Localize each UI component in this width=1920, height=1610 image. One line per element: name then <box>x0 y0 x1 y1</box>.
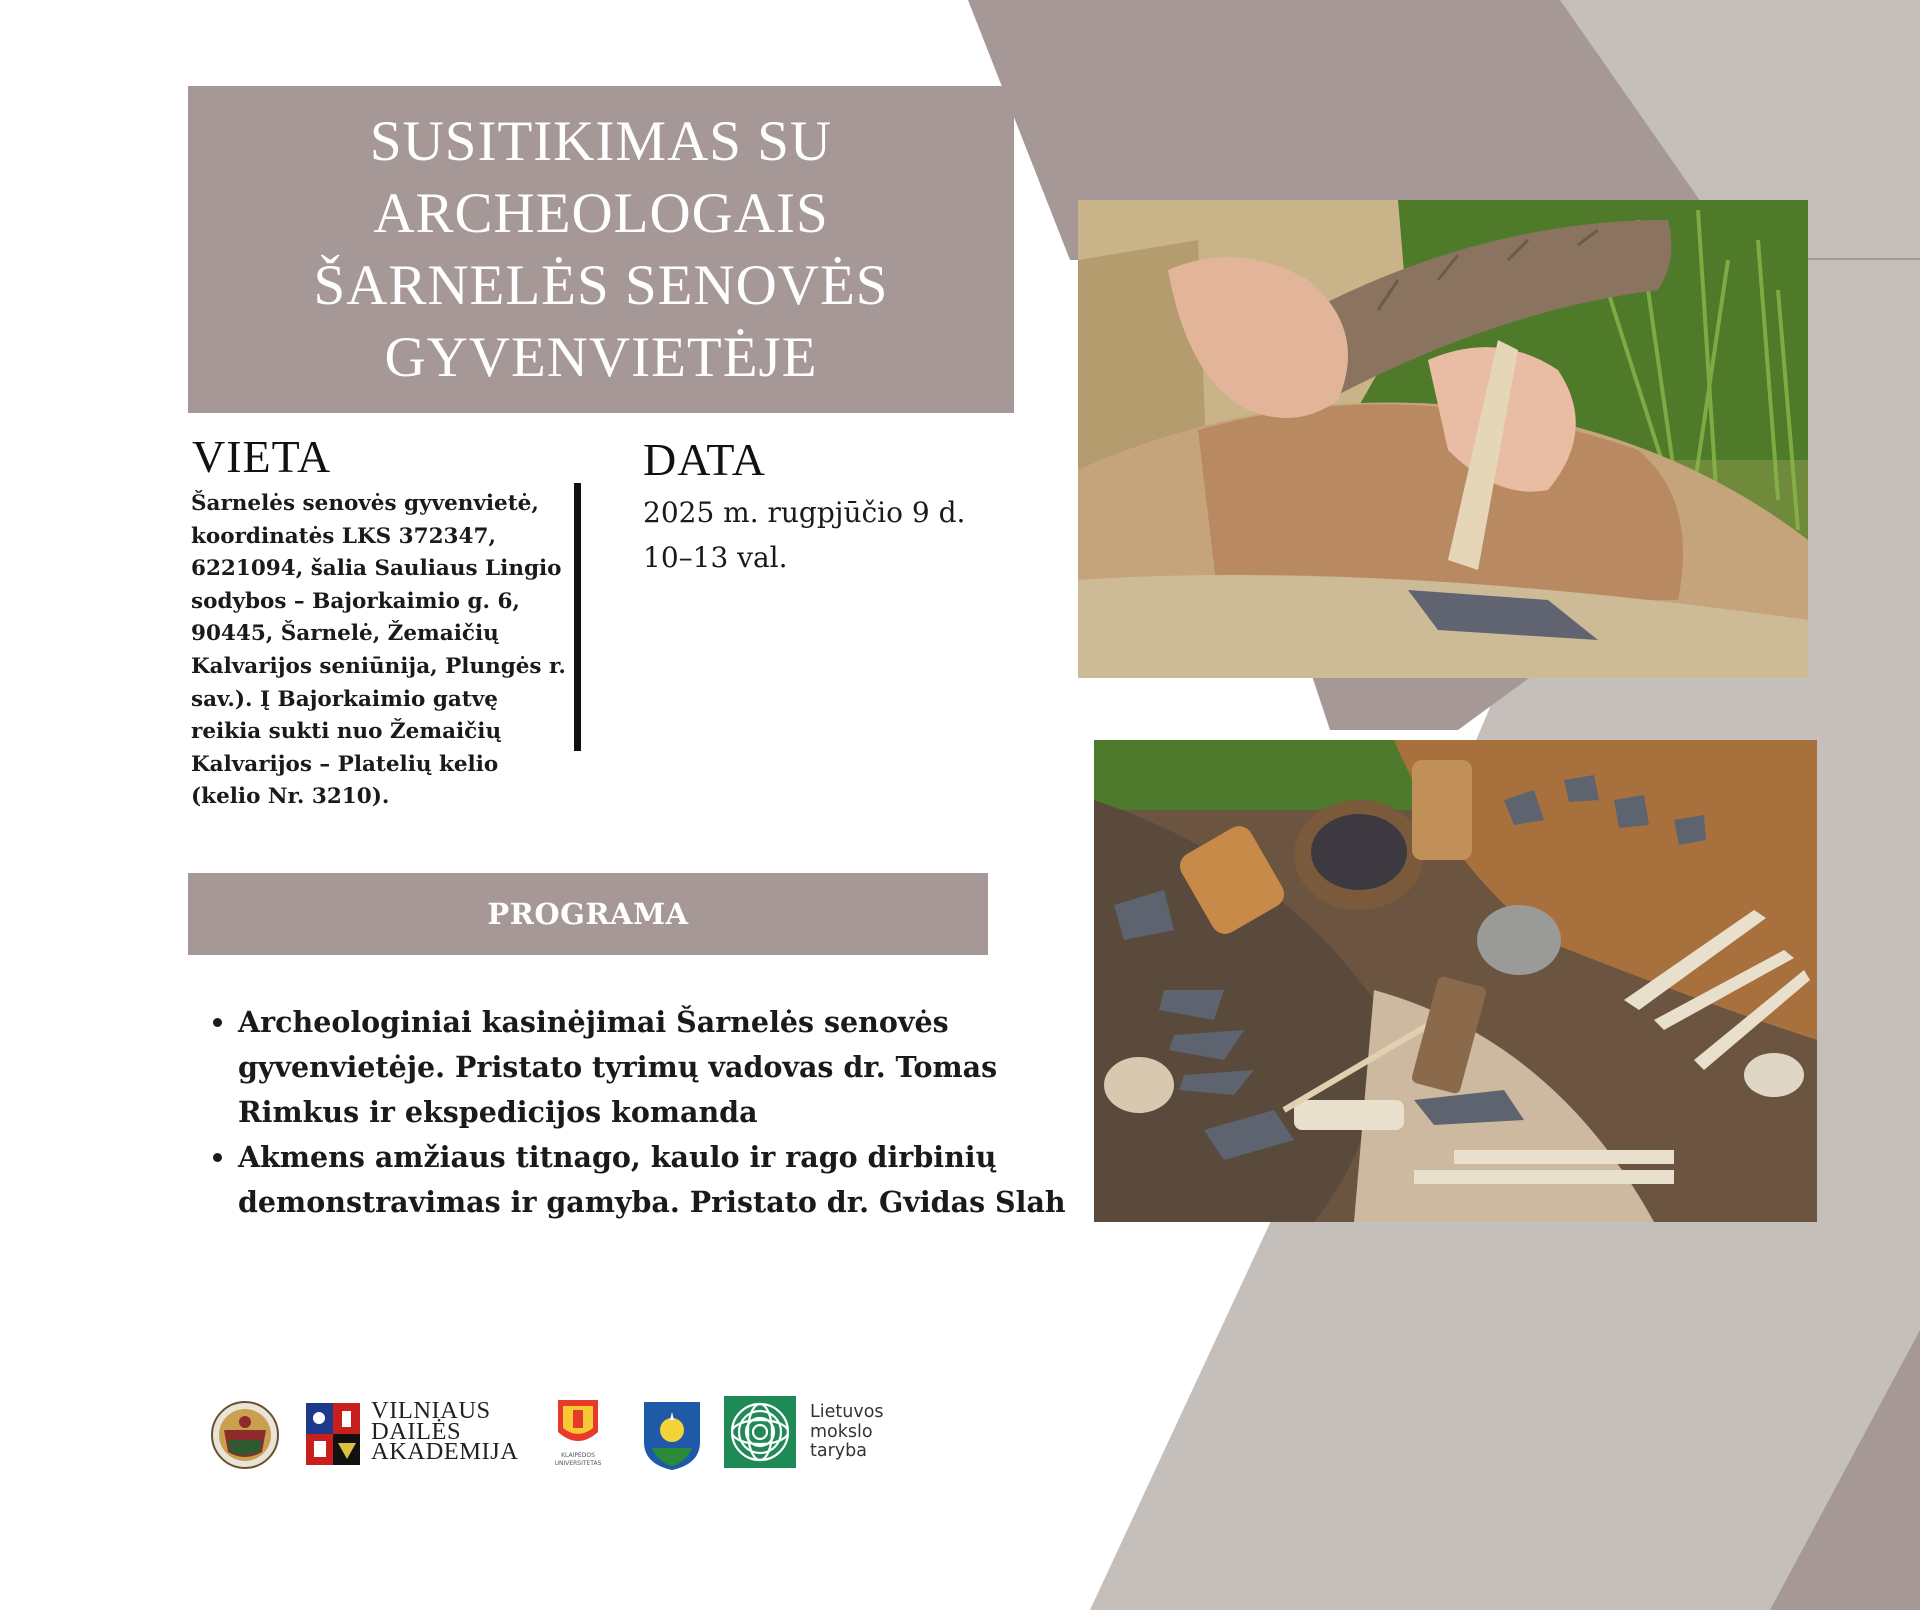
page-title: SUSITIKIMAS SU ARCHEOLOGAIS ŠARNELĖS SENOVĖS GYVENVIETĖJE <box>313 109 889 389</box>
title-banner <box>188 86 1014 413</box>
date-text <box>643 490 1023 580</box>
program-banner <box>188 873 988 955</box>
artifacts-photo <box>1094 740 1817 1222</box>
klaipeda-university-logo <box>545 1398 611 1470</box>
svg-text:KLAIPĖDOS: KLAIPĖDOS <box>561 1452 595 1459</box>
lmt-wordmark: Lietuvos mokslo taryba <box>810 1402 884 1461</box>
vda-coat-of-arms-logo <box>306 1403 360 1465</box>
time-line: 10–13 val. <box>643 541 788 574</box>
list-item: • Akmens amžiaus titnago, kaulo ir rago dirbinių demonstravimas ir gamyba. Pristato dr. Gvidas Slah <box>238 1135 1118 1225</box>
antler-craft-photo <box>1078 200 1808 678</box>
association-seal-logo <box>210 1400 280 1470</box>
program-heading: PROGRAMA <box>487 897 689 931</box>
program-list <box>200 1000 1118 1225</box>
location-heading: VIETA <box>192 431 332 482</box>
plunge-district-logo <box>642 1400 702 1472</box>
date-heading: DATA <box>643 434 766 485</box>
location-text: Šarnelės senovės gyvenvietė, koordinatės LKS 372347, 6221094, šalia Sauliaus Lingio sodybos – Bajorkaimio g. 6, 90445, Šarnelė, Žemaičių Kalvarijos seniūnija, Plungės r. sav.). Į Bajorkaimio gatvę reikia sukti nuo Žemaičių Kalvarijos – Platelių kelio (kelio Nr. 3210). <box>191 491 566 810</box>
lmt-rosette-logo <box>724 1396 796 1468</box>
svg-text:UNIVERSITETAS: UNIVERSITETAS <box>554 1460 602 1467</box>
list-item: • Archeologiniai kasinėjimai Šarnelės senovės gyvenvietėje. Pristato tyrimų vadovas dr. Tomas Rimkus ir ekspedicijos komanda <box>238 1000 1118 1135</box>
date-line: 2025 m. rugpjūčio 9 d. <box>643 496 966 529</box>
vda-wordmark: VILNIAUS DAILĖS AKADEMIJA <box>371 1397 519 1465</box>
column-divider <box>574 483 581 751</box>
